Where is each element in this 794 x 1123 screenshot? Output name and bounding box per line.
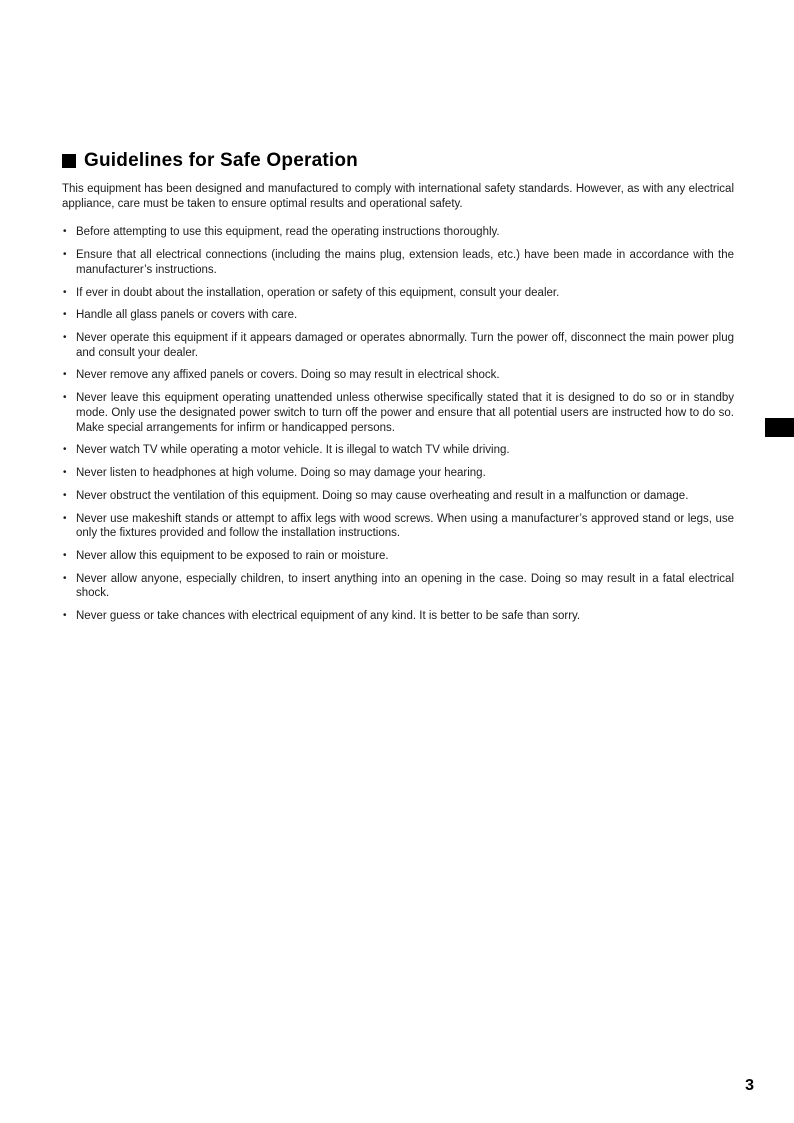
- list-item: • Never allow this equipment to be exposed to rain or moisture.: [62, 549, 734, 564]
- page-content: [62, 150, 734, 632]
- list-item: • If ever in doubt about the installation, operation or safety of this equipment, consult your dealer.: [62, 286, 734, 301]
- list-item: • Never operate this equipment if it appears damaged or operates abnormally. Turn the power off, disconnect the main power plug and consult your dealer.: [62, 331, 734, 360]
- intro-paragraph: This equipment has been designed and manufactured to comply with international safety standards. However, as with any electrical appliance, care must be taken to ensure optimal results and operational safety.: [62, 183, 734, 210]
- section-marker-square-icon: [62, 154, 76, 168]
- list-item: • Never obstruct the ventilation of this equipment. Doing so may cause overheating and result in a malfunction or damage.: [62, 489, 734, 504]
- list-item: • Never guess or take chances with electrical equipment of any kind. It is better to be safe than sorry.: [62, 609, 734, 624]
- list-item: • Never remove any affixed panels or covers. Doing so may result in electrical shock.: [62, 368, 734, 383]
- page-title: Guidelines for Safe Operation: [84, 150, 358, 171]
- page-edge-tab-marker: [765, 418, 794, 437]
- list-item: • Never use makeshift stands or attempt to affix legs with wood screws. When using a manufacturer’s approved stand or legs, use only the fixtures provided and follow the installation instructions.: [62, 512, 734, 541]
- list-item: • Before attempting to use this equipment, read the operating instructions thoroughly.: [62, 225, 734, 240]
- safety-guidelines-list: [62, 225, 734, 623]
- list-item: • Ensure that all electrical connections (including the mains plug, extension leads, etc.) have been made in accordance with the manufacturer’s instructions.: [62, 248, 734, 277]
- list-item: • Never leave this equipment operating unattended unless otherwise specifically stated that it is designed to do so or in standby mode. Only use the designated power switch to turn off the power and ensure that all potential users are instructed how to do so. Make special arrangements for infirm or handicapped persons.: [62, 391, 734, 435]
- list-item: • Handle all glass panels or covers with care.: [62, 308, 734, 323]
- section-header: [62, 150, 734, 172]
- list-item: • Never listen to headphones at high volume. Doing so may damage your hearing.: [62, 466, 734, 481]
- list-item: • Never watch TV while operating a motor vehicle. It is illegal to watch TV while driving.: [62, 443, 734, 458]
- page-number: 3: [745, 1077, 754, 1094]
- list-item: • Never allow anyone, especially children, to insert anything into an opening in the case. Doing so may result in a fatal electrical shock.: [62, 572, 734, 601]
